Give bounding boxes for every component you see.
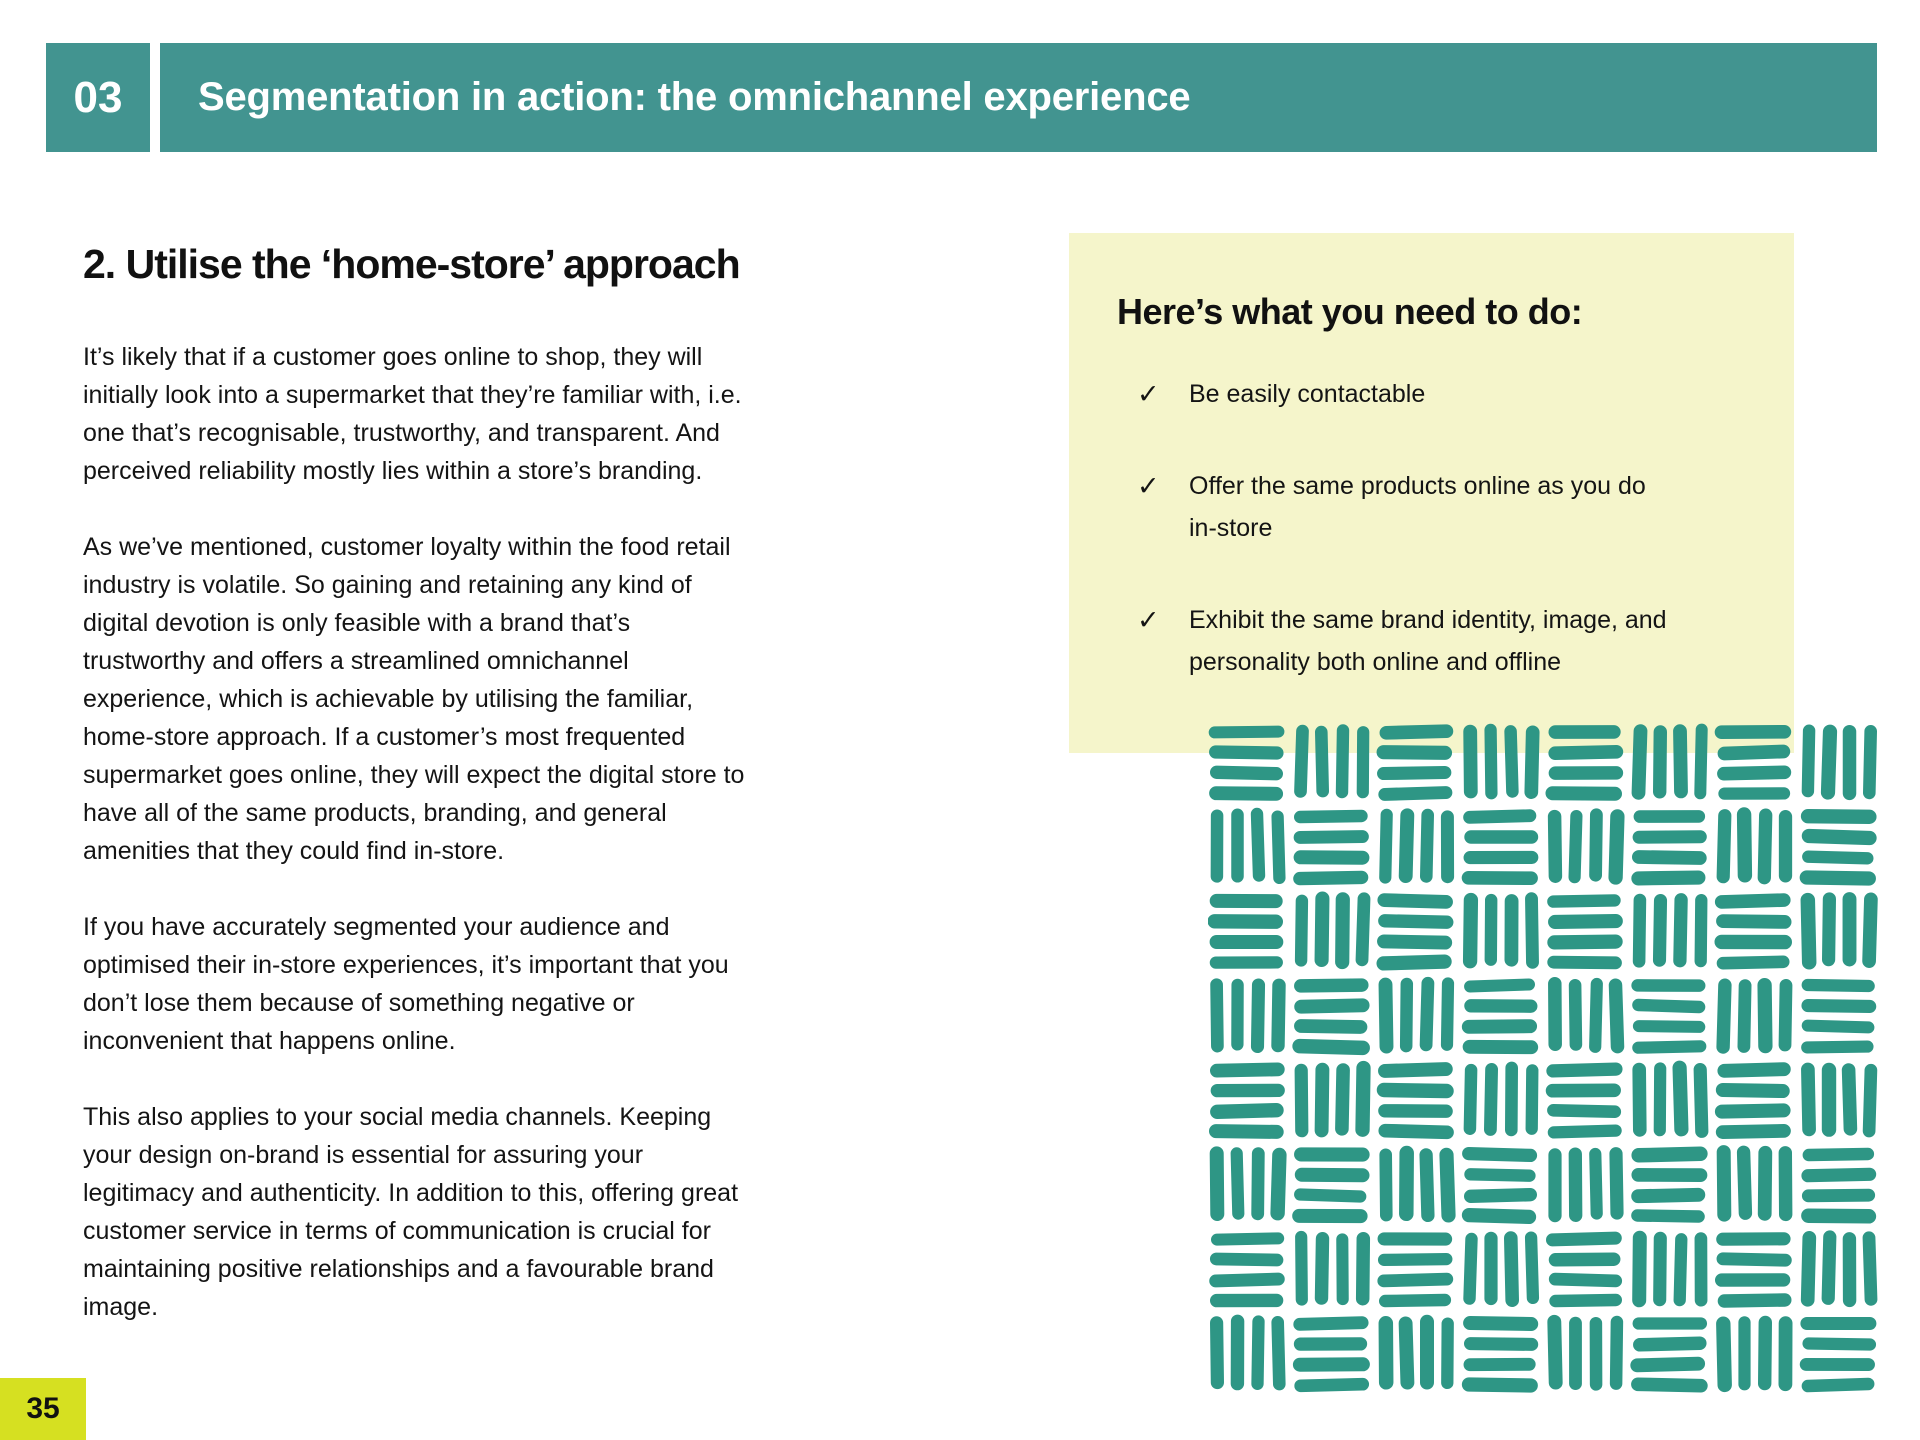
article-column bbox=[83, 240, 745, 1364]
page-number: 35 bbox=[26, 1392, 60, 1425]
list-item bbox=[1137, 373, 1794, 415]
paragraph: If you have accurately segmented your audience and optimised their in-store experiences, it’s important that you don’t lose them because of something negative or inconvenient that happens online. bbox=[83, 913, 729, 1055]
section-heading: 2. Utilise the ‘home-store’ approach bbox=[83, 241, 740, 287]
check-list bbox=[1137, 373, 1794, 683]
list-item-label: Exhibit the same brand identity, image, and personality both online and offline bbox=[1189, 606, 1667, 676]
check-icon: ✓ bbox=[1137, 471, 1160, 501]
callout-box bbox=[1069, 233, 1794, 753]
basket-weave-pattern bbox=[1208, 723, 1884, 1403]
check-icon: ✓ bbox=[1137, 605, 1160, 635]
paragraph: As we’ve mentioned, customer loyalty within the food retail industry is volatile. So gaining and retaining any kind of digital devotion is only feasible with a brand that’s trustworthy and offers a streamlined omnichannel experience, which is achievable by utilising the familiar, home-store approach. If a customer’s most frequented supermarket goes online, they will expect the digital store to have all of the same products, branding, and general amenities that they could find in-store. bbox=[83, 533, 745, 865]
chapter-number-box bbox=[46, 43, 150, 152]
list-item-label: Offer the same products online as you do in-store bbox=[1189, 472, 1646, 542]
list-item bbox=[1137, 465, 1794, 549]
list-item bbox=[1137, 599, 1794, 683]
paragraph: This also applies to your social media channels. Keeping your design on-brand is essential for assuring your legitimacy and authenticity. In addition to this, offering great customer service in terms of communication is crucial for maintaining positive relationships and a favourable brand image. bbox=[83, 1103, 739, 1321]
chapter-title: Segmentation in action: the omnichannel experience bbox=[198, 75, 1191, 119]
check-icon: ✓ bbox=[1137, 379, 1160, 409]
chapter-number: 03 bbox=[73, 72, 123, 122]
paragraph: It’s likely that if a customer goes online to shop, they will initially look into a supermarket that they’re familiar with, i.e. one that’s recognisable, trustworthy, and transparent. And perceived reliability mostly lies within a store’s branding. bbox=[83, 343, 742, 485]
chapter-title-band bbox=[160, 43, 1877, 152]
list-item-label: Be easily contactable bbox=[1189, 380, 1426, 408]
callout-heading: Here’s what you need to do: bbox=[1117, 291, 1583, 332]
page-number-badge bbox=[0, 1378, 86, 1440]
